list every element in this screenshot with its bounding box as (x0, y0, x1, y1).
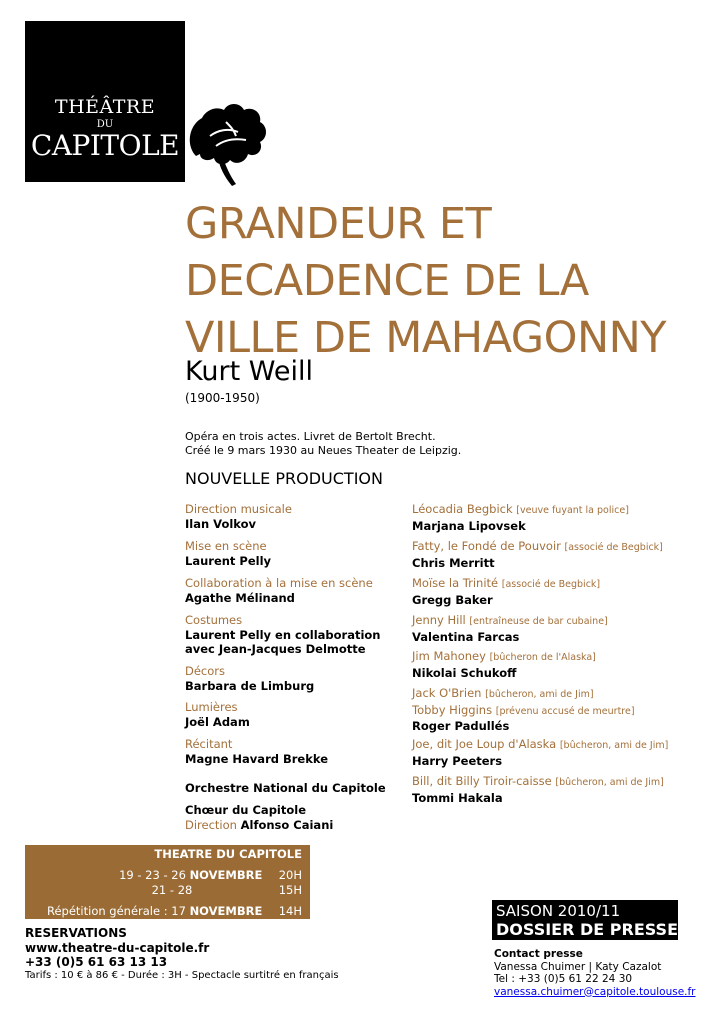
credit-lumieres (185, 700, 250, 729)
cast-begbick (412, 502, 629, 533)
schedule-row (152, 883, 302, 897)
cast-note: [associé de Begbick] (501, 579, 601, 590)
cast-role: Jack O'Brien (412, 686, 482, 700)
cast-note: [associé de Begbick] (564, 542, 663, 553)
cast-role: Léocadia Begbick (412, 502, 513, 516)
press-contact (494, 948, 696, 998)
schedule-month: NOVEMBRE (189, 904, 263, 918)
title-line-2: DECADENCE DE LA (185, 256, 589, 306)
credit-name: Agathe Mélinand (185, 590, 295, 605)
cast-name: Nikolai Schukoff (412, 665, 517, 680)
theatre-logo (25, 98, 185, 160)
opera-title (185, 196, 705, 367)
credit-role: Costumes (185, 613, 243, 627)
performance-schedule-box (25, 845, 310, 919)
cast-note: [bûcheron, ami de Jim] (485, 689, 594, 700)
cast-role: Joe, dit Joe Loup d'Alaska (412, 737, 557, 751)
contact-email-link[interactable]: vanessa.chuimer@capitole.toulouse.fr (494, 985, 696, 998)
cast-note: [veuve fuyant la police] (516, 505, 629, 516)
composer-name: Kurt Weill (185, 356, 313, 387)
acanthus-leaf-icon (176, 96, 272, 186)
credit-collaboration (185, 576, 373, 605)
schedule-row (119, 868, 302, 882)
saison-box (492, 900, 678, 940)
opera-description (185, 430, 461, 458)
credit-name: Magne Havard Brekke (185, 751, 328, 766)
composer-dates: (1900-1950) (185, 391, 260, 405)
credit-name: Joël Adam (185, 714, 250, 729)
cast-role: Bill, dit Billy Tiroir-caisse (412, 774, 552, 788)
credit-recitant (185, 737, 328, 766)
cast-role: Jim Mahoney (412, 649, 486, 663)
production-label: NOUVELLE PRODUCTION (185, 469, 383, 488)
schedule-row (47, 904, 302, 918)
description-line-2: Créé le 9 mars 1930 au Neues Theater de Leipzig. (185, 444, 462, 457)
title-line-3: VILLE DE MAHAGONNY (185, 313, 667, 363)
cast-name: Chris Merritt (412, 555, 495, 570)
cast-role: Jenny Hill (412, 613, 466, 627)
cast-name: Roger Padullés (412, 719, 510, 733)
choir-name: Chœur du Capitole (185, 803, 307, 817)
credit-name: Laurent Pelly en collaboration (185, 627, 381, 642)
credit-name: Ilan Volkov (185, 516, 257, 531)
credit-name-continued: avec Jean-Jacques Delmotte (185, 642, 366, 656)
description-line-1: Opéra en trois actes. Livret de Bertolt Brecht. (185, 430, 436, 443)
cast-name: Tommi Hakala (412, 790, 503, 805)
tarifs-text: Tarifs : 10 € à 86 € - Durée : 3H - Spectacle surtitré en français (25, 970, 339, 981)
credit-role: Lumières (185, 700, 238, 714)
credit-name: Laurent Pelly (185, 553, 272, 568)
cast-fatty (412, 539, 663, 570)
credit-mise-en-scene (185, 539, 271, 568)
schedule-dates: 21 - 28 (151, 883, 193, 897)
cast-role: Fatty, le Fondé de Pouvoir (412, 539, 561, 553)
choir-direction-name: Alfonso Caiani (240, 817, 334, 832)
credit-costumes (185, 613, 381, 657)
reservations-label: RESERVATIONS (25, 926, 127, 940)
reservations-phone: +33 (0)5 61 63 13 13 (25, 955, 168, 969)
credit-role: Mise en scène (185, 539, 267, 553)
dossier-label: DOSSIER DE PRESSE (496, 920, 678, 939)
credit-decors (185, 664, 314, 693)
cast-note-2: [prévenu accusé de meurtre] (495, 705, 635, 717)
schedule-rehearsal-label: Répétition générale : 17 (46, 904, 186, 918)
credit-direction-musicale (185, 502, 292, 531)
cast-note: [bûcheron, ami de Jim] (555, 777, 664, 788)
schedule-time: 20H (278, 868, 302, 882)
credit-name: Barbara de Limburg (185, 678, 315, 693)
logo-line-3: CAPITOLE (30, 129, 180, 162)
cast-bill (412, 774, 664, 805)
cast-moise (412, 576, 600, 607)
cast-note: [bûcheron de l'Alaska] (489, 652, 596, 663)
credit-orchestra (185, 781, 386, 796)
cast-jack-tobby (412, 686, 635, 734)
saison-label: SAISON 2010/11 (496, 902, 621, 920)
cast-note: [entraîneuse de bar cubaine] (469, 616, 608, 627)
credit-role: Décors (185, 664, 226, 678)
cast-name: Gregg Baker (412, 592, 493, 607)
contact-tel: Tel : +33 (0)5 61 22 24 30 (494, 973, 633, 985)
cast-joe (412, 737, 668, 768)
cast-note: [bûcheron, ami de Jim] (559, 740, 669, 751)
orchestra-name: Orchestre National du Capitole (185, 781, 386, 795)
credit-role: Récitant (185, 737, 233, 751)
contact-names: Vanessa Chuimer | Katy Cazalot (494, 960, 662, 973)
cast-name: Marjana Lipovsek (412, 518, 526, 533)
reservations-website-link[interactable]: www.theatre-du-capitole.fr (25, 940, 210, 955)
choir-direction-label: Direction (185, 817, 237, 832)
cast-jim (412, 649, 596, 680)
schedule-time: 15H (278, 883, 302, 897)
credit-choir (185, 803, 333, 832)
cast-role: Moïse la Trinité (412, 576, 499, 590)
logo-line-1: THÉÂTRE (54, 96, 156, 118)
credit-role: Direction musicale (185, 502, 292, 516)
cast-name: Harry Peeters (412, 753, 503, 768)
logo-line-2: DU (96, 119, 114, 130)
schedule-time: 14H (278, 904, 302, 918)
reservations-block (25, 926, 209, 970)
cast-jenny (412, 613, 608, 644)
credit-role: Collaboration à la mise en scène (185, 576, 373, 590)
schedule-dates: 19 - 23 - 26 (119, 868, 186, 882)
schedule-title: THEATRE DU CAPITOLE (154, 847, 302, 861)
contact-label: Contact presse (494, 948, 583, 960)
title-line-1: GRANDEUR ET (185, 199, 492, 249)
schedule-month: NOVEMBRE (189, 868, 263, 882)
cast-name: Valentina Farcas (412, 629, 520, 644)
cast-role-2: Tobby Higgins (412, 702, 493, 717)
